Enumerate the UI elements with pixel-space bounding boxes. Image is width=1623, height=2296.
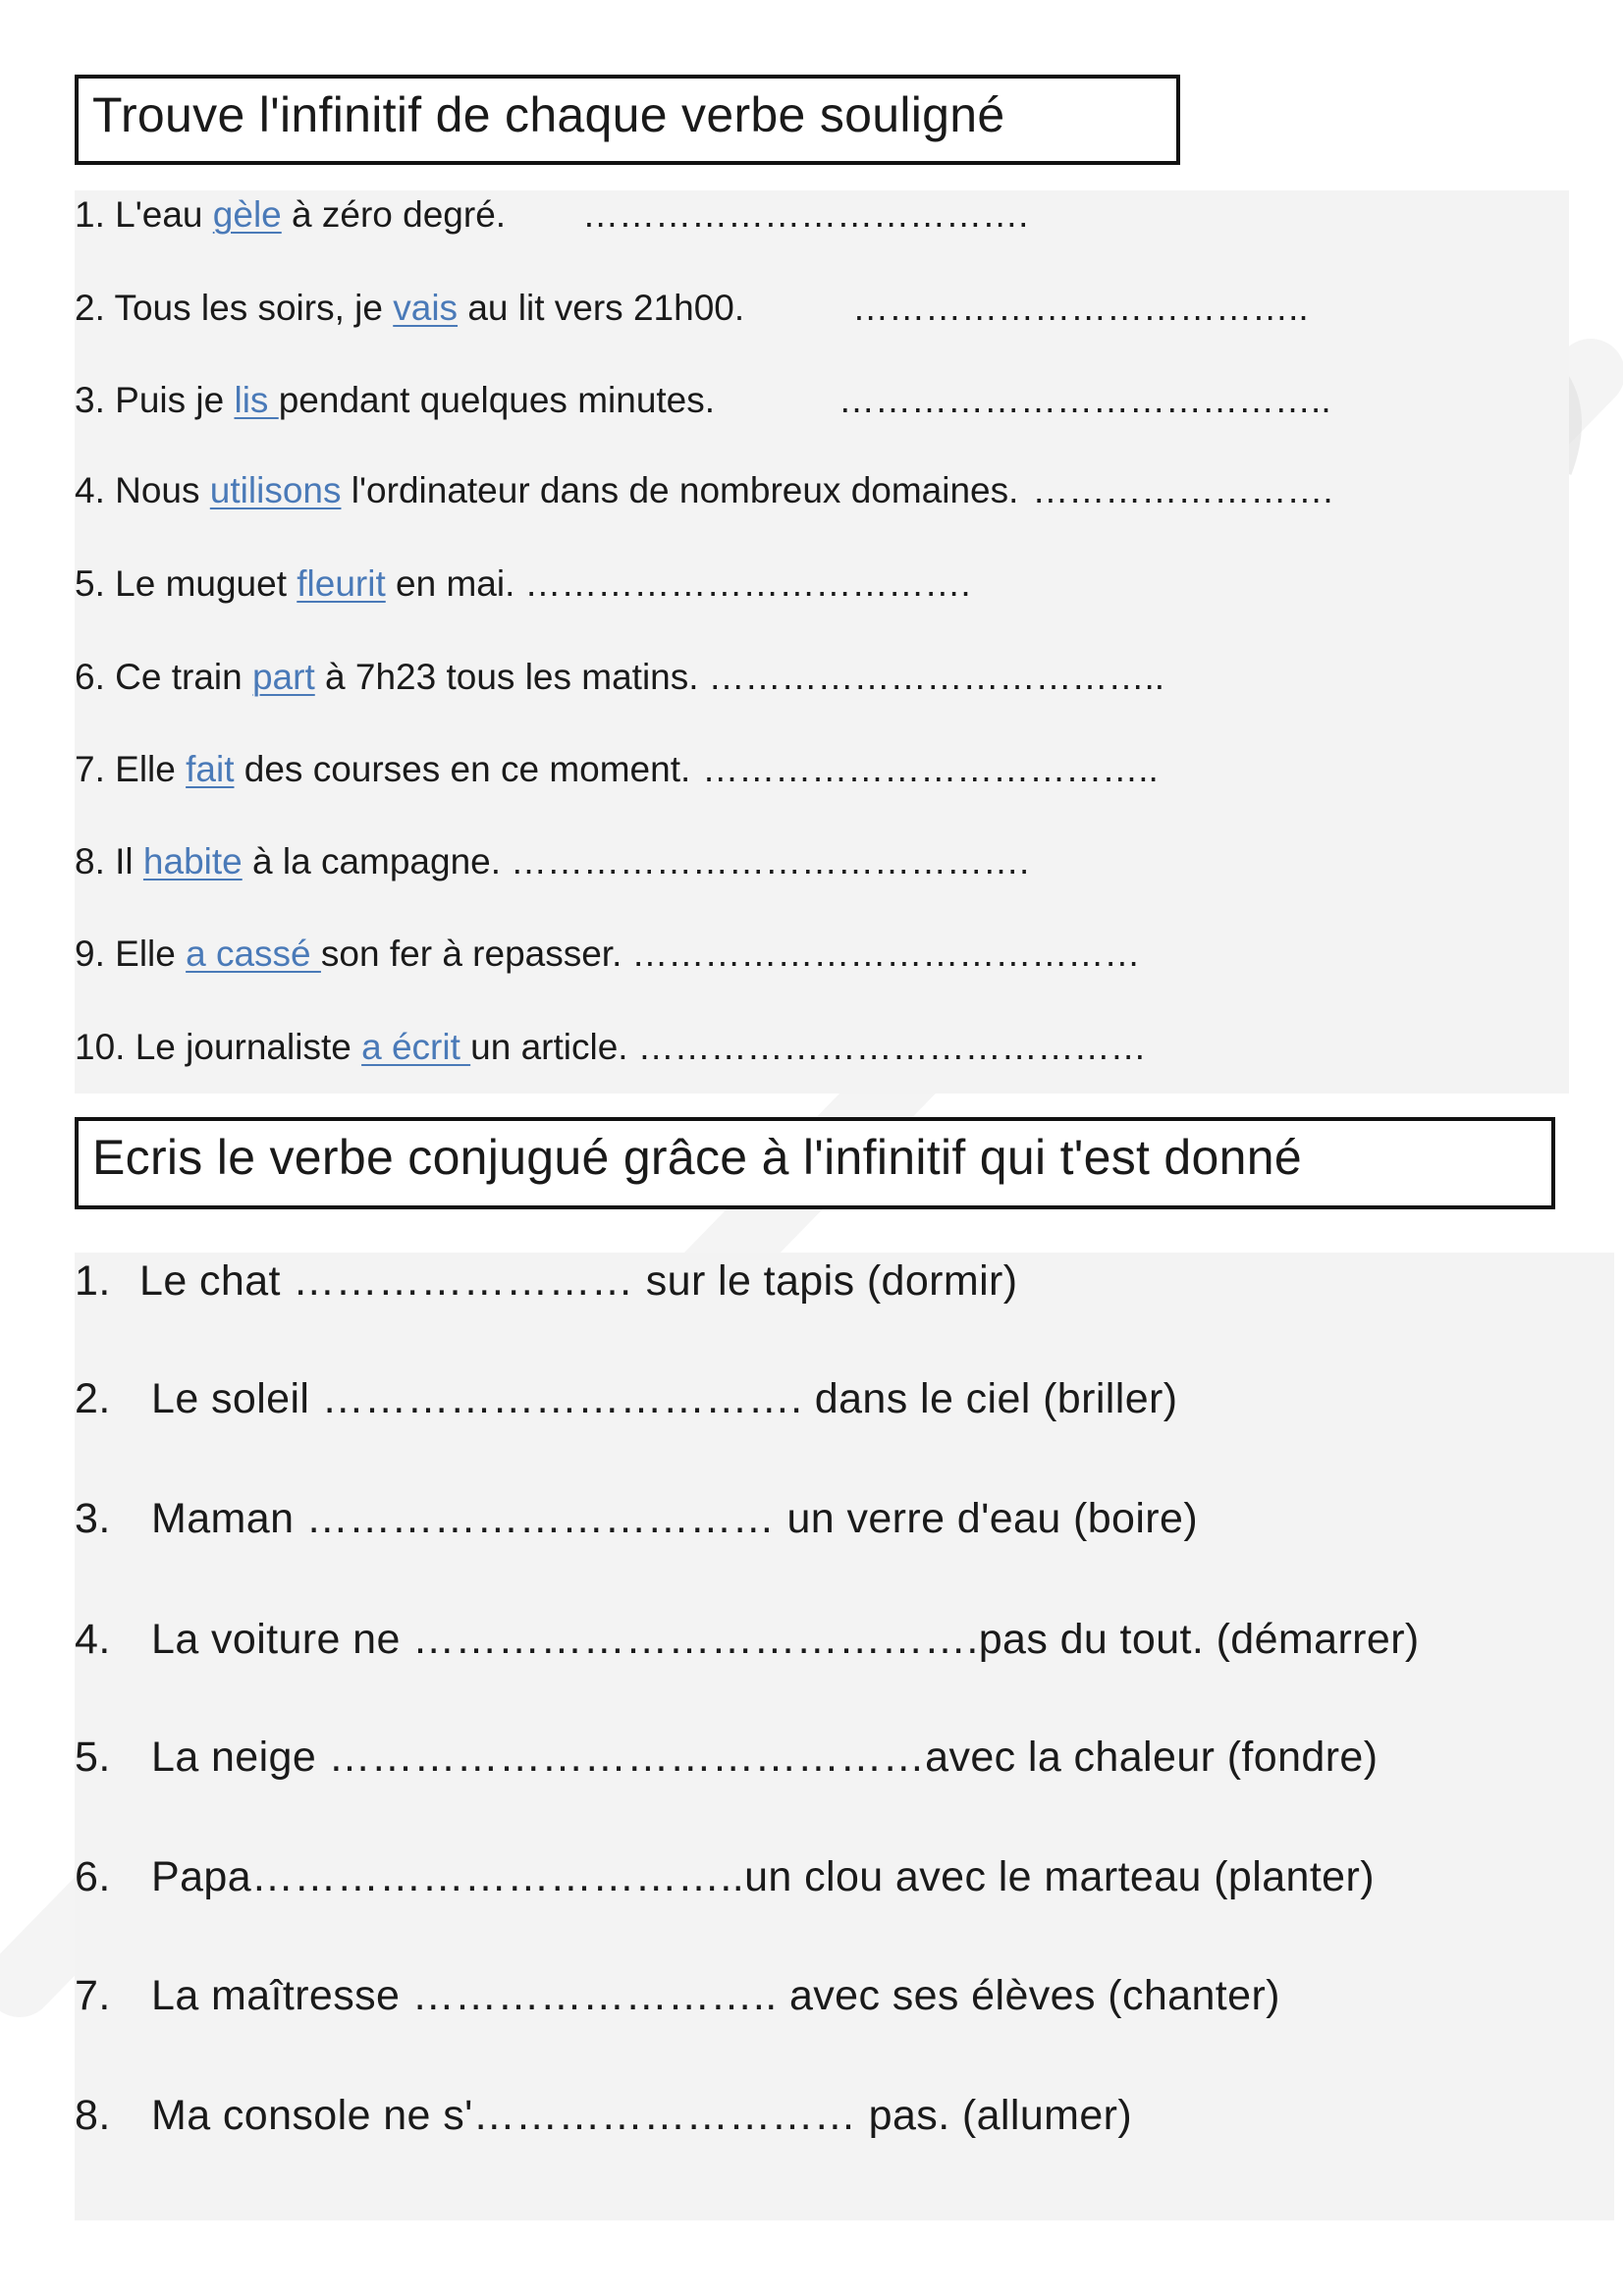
item-text: 8. Il: [75, 841, 143, 881]
item-text: 2. Tous les soirs, je: [75, 288, 394, 328]
exercise-1-item: [75, 379, 1331, 422]
underlined-verb: gèle: [212, 194, 282, 235]
item-text: Le chat …………………… sur le tapis (dormir): [139, 1257, 1018, 1305]
item-text: La neige ……………………………………avec la chaleur (fondre): [151, 1734, 1379, 1781]
item-number: 4.: [75, 1616, 111, 1663]
underlined-verb: fait: [186, 749, 235, 789]
answer-blank[interactable]: ……………………………….: [582, 194, 1029, 235]
exercise-1-title: Trouve l'infinitif de chaque verbe souligné: [75, 75, 1180, 165]
exercise-2-item: [75, 1615, 1420, 1664]
exercise-1-item: [75, 469, 1333, 512]
underlined-verb: utilisons: [209, 470, 342, 510]
item-text: à 7h23 tous les matins.: [314, 657, 699, 697]
underlined-verb: vais: [393, 288, 459, 328]
exercise-1-item: [75, 840, 1029, 883]
item-number: 6.: [75, 1853, 111, 1900]
exercise-2-item: [75, 1852, 1375, 1901]
item-text: 7. Elle: [75, 749, 187, 789]
answer-blank[interactable]: ……………………………………: [637, 1027, 1147, 1067]
item-text: en mai.: [385, 563, 515, 604]
exercise-1-item: [75, 287, 1309, 330]
item-text: à la campagne.: [242, 841, 502, 881]
exercise-2-title: Ecris le verbe conjugué grâce à l'infinitif qui t'est donné: [75, 1117, 1555, 1209]
item-text: Maman …………………………… un verre d'eau (boire): [151, 1495, 1199, 1542]
underlined-verb: lis: [234, 380, 279, 420]
item-text: 5. Le muguet: [75, 563, 298, 604]
exercise-1-item: [75, 656, 1164, 699]
underlined-verb: a cassé: [186, 934, 321, 974]
item-text: Le soleil ……………………………. dans le ciel (briller): [151, 1375, 1178, 1422]
item-text: au lit vers 21h00.: [458, 288, 745, 328]
item-text: 9. Elle: [75, 934, 187, 974]
item-text: Ma console ne s'……………………… pas. (allumer): [151, 2092, 1133, 2139]
item-number: 1.: [75, 1257, 111, 1305]
underlined-verb: habite: [142, 841, 243, 881]
exercise-2-item: [75, 2091, 1132, 2140]
item-text: à zéro degré.: [281, 194, 507, 235]
item-text: des courses en ce moment.: [234, 749, 691, 789]
item-number: 7.: [75, 1972, 111, 2019]
exercise-1-item: [75, 933, 1140, 976]
item-text: pendant quelques minutes.: [278, 380, 716, 420]
item-number: 3.: [75, 1495, 111, 1542]
answer-blank[interactable]: ……………………………….: [524, 563, 971, 604]
answer-blank[interactable]: ………………………………..: [708, 657, 1165, 697]
answer-blank[interactable]: ………………………………..: [852, 288, 1309, 328]
item-text: 6. Ce train: [75, 657, 252, 697]
exercise-1-item: [75, 748, 1159, 791]
answer-blank[interactable]: …………………………………….: [511, 841, 1030, 881]
answer-blank[interactable]: …………………………………..: [839, 380, 1331, 420]
exercise-2-item: [75, 1733, 1378, 1782]
exercise-2-item: [75, 1256, 1018, 1306]
answer-blank[interactable]: …………………….: [1032, 470, 1333, 510]
item-text: La voiture ne ………………………………….pas du tout. (démarrer): [151, 1616, 1420, 1663]
item-text: l'ordinateur dans de nombreux domaines.: [341, 470, 1019, 510]
exercise-2-item: [75, 1971, 1280, 2020]
exercise-1-item: [75, 1026, 1147, 1069]
item-text: Papa……………………………..un clou avec le marteau (planter): [151, 1853, 1375, 1900]
underlined-verb: a écrit: [361, 1027, 471, 1067]
exercise-2-item: [75, 1494, 1198, 1543]
item-text: La maîtresse …………………….. avec ses élèves (chanter): [151, 1972, 1280, 2019]
item-text: un article.: [470, 1027, 628, 1067]
underlined-verb: part: [251, 657, 315, 697]
item-number: 5.: [75, 1734, 111, 1781]
item-number: 8.: [75, 2092, 111, 2139]
exercise-2-item: [75, 1374, 1177, 1423]
item-text: son fer à repasser.: [320, 934, 622, 974]
answer-blank[interactable]: ………………………………..: [702, 749, 1159, 789]
item-text: 3. Puis je: [75, 380, 235, 420]
item-text: 1. L'eau: [75, 194, 213, 235]
exercise-1-item: [75, 193, 1028, 237]
exercise-1-item: [75, 562, 971, 606]
answer-blank[interactable]: ……………………………………: [631, 934, 1141, 974]
underlined-verb: fleurit: [297, 563, 386, 604]
item-text: 4. Nous: [75, 470, 210, 510]
item-text: 10. Le journaliste: [75, 1027, 362, 1067]
item-number: 2.: [75, 1375, 111, 1422]
